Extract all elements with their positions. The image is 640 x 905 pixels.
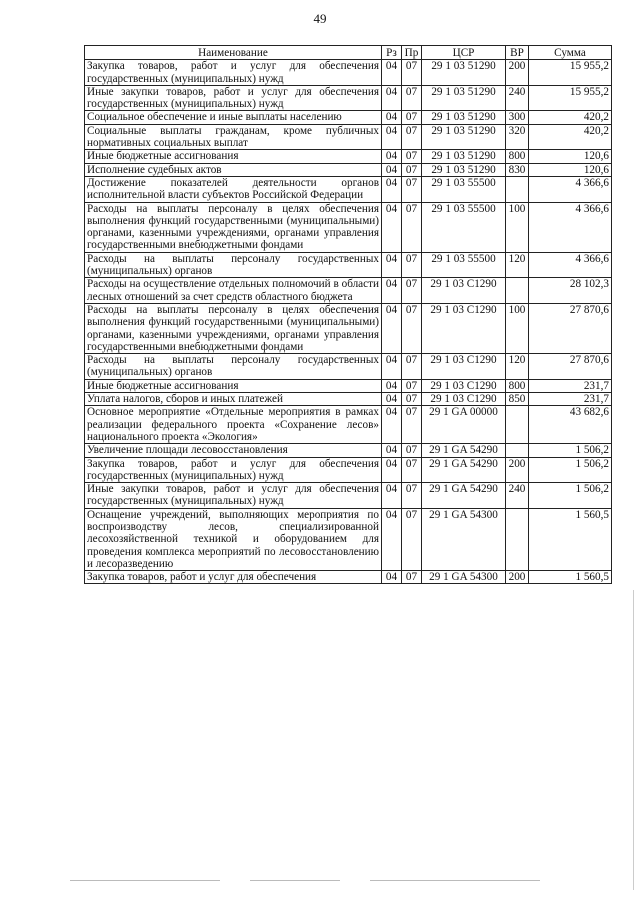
cell-sum: 15 955,2 [529,60,612,86]
cell-rz: 04 [382,60,402,86]
cell-rz: 04 [382,111,402,124]
table-row [85,176,612,202]
cell-name: Социальное обеспечение и иные выплаты населению [85,111,382,124]
cell-name: Уплата налогов, сборов и иных платежей [85,393,382,406]
cell-csr: 29 1 03 55500 [422,176,506,202]
table-row [85,85,612,111]
cell-pr: 07 [402,163,422,176]
cell-name: Закупка товаров, работ и услуг для обеспечения государственных (муниципальных) нужд [85,60,382,86]
cell-name: Расходы на выплаты персоналу в целях обеспечения выполнения функций государственными (муниципальными) органами, казенными учреждениями, органами управления государственными внебюджетными фондами [85,202,382,252]
table-body [85,60,612,584]
cell-name: Иные бюджетные ассигнования [85,150,382,163]
table-row [85,111,612,124]
cell-csr: 29 1 03 51290 [422,163,506,176]
table-row [85,571,612,584]
table-row [85,483,612,509]
table-row [85,379,612,392]
header-rz: Рз [382,46,402,60]
table-row [85,252,612,278]
header-pr: Пр [402,46,422,60]
scan-edge-line [633,590,634,890]
table-header-row [85,46,612,60]
cell-rz: 04 [382,508,402,570]
cell-vr: 300 [506,111,529,124]
budget-table [84,45,612,584]
cell-vr: 100 [506,303,529,353]
cell-csr: 29 1 GA 54300 [422,508,506,570]
cell-name: Расходы на осуществление отдельных полномочий в области лесных отношений за счет средств областного бюджета [85,278,382,304]
table-row [85,444,612,457]
table-row [85,278,612,304]
cell-csr: 29 1 03 С1290 [422,278,506,304]
cell-vr [506,444,529,457]
table-row [85,303,612,353]
cell-csr: 29 1 03 55500 [422,252,506,278]
cell-sum: 27 870,6 [529,303,612,353]
cell-rz: 04 [382,150,402,163]
cell-name: Увеличение площади лесовосстановления [85,444,382,457]
cell-pr: 07 [402,508,422,570]
cell-sum: 28 102,3 [529,278,612,304]
cell-vr: 240 [506,85,529,111]
cell-sum: 27 870,6 [529,354,612,380]
table-row [85,150,612,163]
cell-name: Закупка товаров, работ и услуг для обеспечения государственных (муниципальных) нужд [85,457,382,483]
cell-name: Достижение показателей деятельности органов исполнительной власти субъектов Российской Федерации [85,176,382,202]
cell-pr: 07 [402,85,422,111]
cell-pr: 07 [402,202,422,252]
cell-vr: 830 [506,163,529,176]
cell-name: Расходы на выплаты персоналу государственных (муниципальных) органов [85,354,382,380]
cell-vr: 100 [506,202,529,252]
cell-sum: 1 506,2 [529,483,612,509]
table-row [85,354,612,380]
cell-vr: 200 [506,457,529,483]
cell-vr [506,508,529,570]
cell-rz: 04 [382,124,402,150]
cell-sum: 1 560,5 [529,508,612,570]
table-row [85,393,612,406]
cell-rz: 04 [382,444,402,457]
table-row [85,457,612,483]
cell-vr: 800 [506,150,529,163]
cell-sum: 420,2 [529,124,612,150]
cell-pr: 07 [402,571,422,584]
cell-sum: 1 506,2 [529,444,612,457]
cell-rz: 04 [382,483,402,509]
cell-pr: 07 [402,303,422,353]
cell-sum: 1 506,2 [529,457,612,483]
cell-sum: 231,7 [529,393,612,406]
cell-sum: 231,7 [529,379,612,392]
cell-pr: 07 [402,393,422,406]
cell-name: Расходы на выплаты персоналу государственных (муниципальных) органов [85,252,382,278]
cell-pr: 07 [402,444,422,457]
table-row [85,124,612,150]
table-row [85,406,612,444]
cell-csr: 29 1 GA 54290 [422,483,506,509]
cell-csr: 29 1 03 51290 [422,124,506,150]
cell-csr: 29 1 GA 00000 [422,406,506,444]
cell-rz: 04 [382,393,402,406]
cell-vr: 120 [506,354,529,380]
cell-pr: 07 [402,111,422,124]
cell-pr: 07 [402,176,422,202]
cell-vr: 850 [506,393,529,406]
cell-name: Иные закупки товаров, работ и услуг для обеспечения государственных (муниципальных) нужд [85,85,382,111]
cell-vr: 200 [506,571,529,584]
header-name: Наименование [85,46,382,60]
cell-sum: 4 366,6 [529,202,612,252]
cell-csr: 29 1 03 С1290 [422,303,506,353]
cell-sum: 120,6 [529,150,612,163]
cell-pr: 07 [402,150,422,163]
cell-sum: 4 366,6 [529,252,612,278]
cell-vr [506,176,529,202]
cell-pr: 07 [402,483,422,509]
cell-rz: 04 [382,406,402,444]
cell-csr: 29 1 GA 54290 [422,444,506,457]
cell-rz: 04 [382,85,402,111]
table-row [85,163,612,176]
cell-rz: 04 [382,457,402,483]
table-row [85,508,612,570]
cell-name: Закупка товаров, работ и услуг для обеспечения [85,571,382,584]
cell-vr [506,278,529,304]
header-csr: ЦСР [422,46,506,60]
cell-sum: 43 682,6 [529,406,612,444]
cell-vr [506,406,529,444]
cell-rz: 04 [382,176,402,202]
cell-pr: 07 [402,252,422,278]
cell-pr: 07 [402,406,422,444]
table-row [85,202,612,252]
cell-csr: 29 1 03 51290 [422,111,506,124]
cell-vr: 320 [506,124,529,150]
cell-pr: 07 [402,379,422,392]
cell-rz: 04 [382,278,402,304]
cell-sum: 1 560,5 [529,571,612,584]
cell-vr: 800 [506,379,529,392]
cell-csr: 29 1 GA 54290 [422,457,506,483]
cell-name: Оснащение учреждений, выполняющих мероприятия по воспроизводству лесов, специализированной лесохозяйственной техникой и оборудованием для проведения комплекса мероприятий по лесовосстановлению и лесоразведению [85,508,382,570]
cell-name: Иные бюджетные ассигнования [85,379,382,392]
cell-vr: 240 [506,483,529,509]
cell-rz: 04 [382,163,402,176]
cell-csr: 29 1 03 51290 [422,150,506,163]
cell-rz: 04 [382,571,402,584]
cell-name: Исполнение судебных актов [85,163,382,176]
cell-sum: 120,6 [529,163,612,176]
cell-csr: 29 1 GA 54300 [422,571,506,584]
cell-sum: 420,2 [529,111,612,124]
cell-pr: 07 [402,278,422,304]
cell-rz: 04 [382,202,402,252]
cell-csr: 29 1 03 51290 [422,60,506,86]
header-sum: Сумма [529,46,612,60]
cell-pr: 07 [402,457,422,483]
cell-pr: 07 [402,354,422,380]
cell-vr: 200 [506,60,529,86]
cell-pr: 07 [402,60,422,86]
cell-sum: 4 366,6 [529,176,612,202]
cell-vr: 120 [506,252,529,278]
cell-rz: 04 [382,379,402,392]
page-number: 49 [313,11,327,26]
cell-name: Иные закупки товаров, работ и услуг для обеспечения государственных (муниципальных) нужд [85,483,382,509]
cell-csr: 29 1 03 51290 [422,85,506,111]
cell-rz: 04 [382,252,402,278]
cell-sum: 15 955,2 [529,85,612,111]
cell-csr: 29 1 03 С1290 [422,393,506,406]
cell-name: Расходы на выплаты персоналу в целях обеспечения выполнения функций государственными (муниципальными) органами, казенными учреждениями, органами управления государственными внебюджетными фондами [85,303,382,353]
cell-csr: 29 1 03 С1290 [422,379,506,392]
table-row [85,60,612,86]
cell-csr: 29 1 03 С1290 [422,354,506,380]
cell-name: Социальные выплаты гражданам, кроме публичных нормативных социальных выплат [85,124,382,150]
cell-rz: 04 [382,303,402,353]
cell-name: Основное мероприятие «Отдельные мероприятия в рамках реализации федерального проекта «Сохранение лесов» национального проекта «Экология» [85,406,382,444]
cell-rz: 04 [382,354,402,380]
cell-csr: 29 1 03 55500 [422,202,506,252]
cell-pr: 07 [402,124,422,150]
header-vr: ВР [506,46,529,60]
scan-bottom-lines [70,880,540,881]
